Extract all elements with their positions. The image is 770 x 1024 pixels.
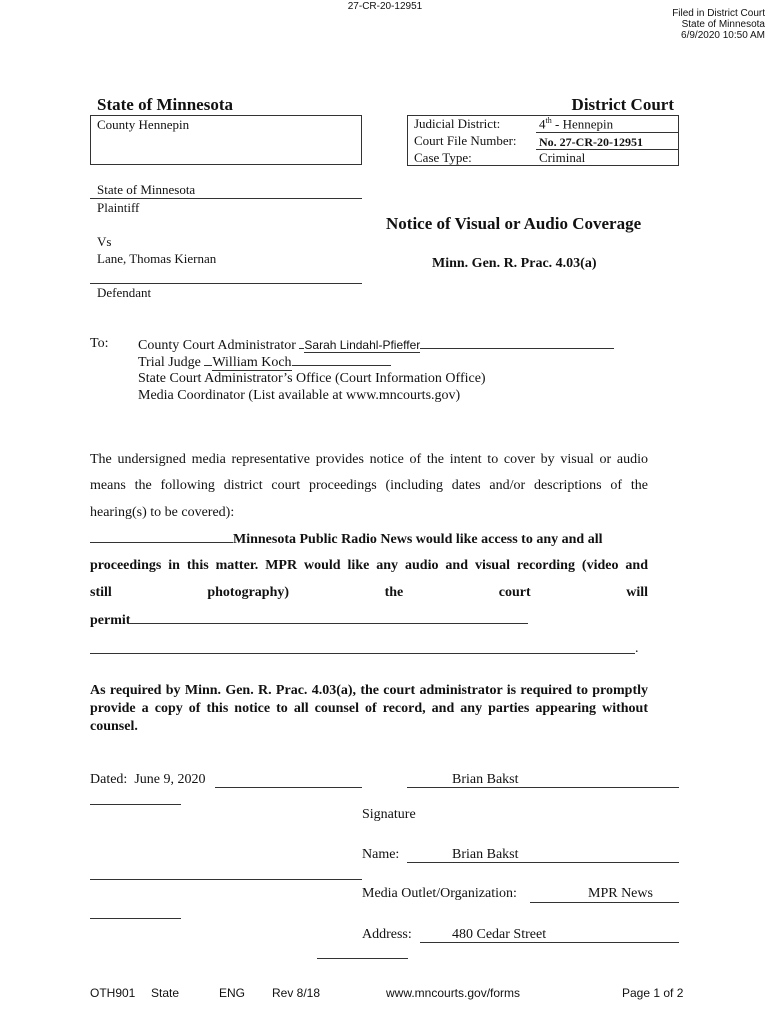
description-word: will [626, 585, 648, 600]
court-admin-line [138, 336, 614, 354]
blank [420, 336, 614, 349]
footer-form-code: OTH901 [90, 986, 136, 1000]
name-label: Name: [362, 847, 400, 862]
blank [292, 353, 391, 366]
court-heading: District Court [571, 95, 674, 114]
signature-label: Signature [362, 807, 416, 822]
address-value: 480 Cedar Street [452, 927, 547, 942]
county-box [90, 115, 362, 165]
case-info-box [407, 115, 679, 166]
county-name: County Hennepin [97, 117, 190, 132]
judicial-district-number: 4 [539, 116, 546, 132]
defendant-label: Defendant [97, 285, 152, 300]
case-type-value: Criminal [539, 150, 586, 165]
trial-judge-name: William Koch [212, 355, 292, 370]
name-rule [407, 862, 679, 863]
description-line [90, 585, 648, 601]
footer-revision: Rev 8/18 [272, 986, 321, 1000]
intro-line: hearing(s) to be covered): [90, 505, 235, 520]
blank-line [317, 958, 408, 959]
blank-line [90, 653, 635, 654]
filed-stamp-line: Filed in District Court [672, 8, 765, 19]
form-title: Notice of Visual or Audio Coverage [386, 214, 642, 233]
administrator-notice: As required by Minn. Gen. R. Prac. 4.03(a), the court administrator is required to promptly provide a copy of this notice to all counsel of record, and any parties appearing without counsel. [90, 683, 648, 734]
outlet-rule [530, 902, 679, 903]
plaintiff-rule [90, 198, 362, 199]
court-admin-name: Sarah Lindahl-Pfieffer [304, 338, 421, 352]
footer-state: State [151, 986, 180, 1000]
description-text: permit [90, 613, 131, 628]
description-period: . [635, 641, 639, 656]
blank-line [90, 879, 362, 880]
footer-language: ENG [219, 986, 246, 1000]
footer-page-number: Page 1 of 2 [622, 986, 684, 1000]
filed-stamp-line: 6/9/2020 10:50 AM [681, 30, 765, 41]
court-admin-label: County Court Administrator [138, 338, 300, 353]
divider [536, 132, 679, 133]
description-line [90, 612, 648, 629]
blank [130, 612, 528, 624]
outlet-value: MPR News [588, 886, 653, 901]
blank-line [90, 804, 181, 805]
blank [90, 531, 233, 543]
blank-line [90, 918, 181, 919]
case-type-label: Case Type: [414, 150, 472, 165]
state-heading: State of Minnesota [97, 95, 233, 114]
file-number-label: Court File Number: [414, 133, 517, 148]
dated-value: June 9, 2020 [134, 772, 206, 787]
dated-rule [215, 787, 362, 788]
footer-forms-link[interactable]: www.mncourts.gov/forms [386, 986, 521, 1000]
description-line [90, 531, 648, 548]
dated-line [90, 772, 206, 788]
defendant-name: Lane, Thomas Kiernan [97, 251, 217, 266]
filed-stamp-line: State of Minnesota [681, 19, 765, 30]
case-number-stamp: 27-CR-20-12951 [347, 1, 423, 12]
signature-value: Brian Bakst [452, 772, 519, 787]
form-rule-reference: Minn. Gen. R. Prac. 4.03(a) [432, 256, 597, 271]
address-label: Address: [362, 927, 412, 942]
description-word: court [498, 585, 531, 600]
name-value: Brian Bakst [452, 847, 519, 862]
signature-rule [407, 787, 679, 788]
defendant-rule [90, 283, 362, 284]
versus-label: Vs [97, 234, 112, 249]
description-text: Minnesota Public Radio News would like access to any and all [233, 532, 603, 547]
to-label: To: [90, 336, 109, 351]
judicial-district-label: Judicial District: [414, 116, 501, 131]
judicial-district-ordinal: th [545, 116, 552, 125]
intro-line: The undersigned media representative provides notice of the intent to cover by visual or audio [90, 452, 648, 467]
trial-judge-line [138, 353, 391, 371]
judicial-district-suffix: - Hennepin [551, 116, 614, 132]
media-coordinator-line: Media Coordinator (List available at www.mncourts.gov) [138, 388, 461, 403]
plaintiff-label: Plaintiff [97, 200, 140, 215]
trial-judge-label: Trial Judge [138, 355, 205, 370]
judicial-district-value [539, 116, 613, 132]
dated-label: Dated: [90, 772, 128, 787]
description-line: proceedings in this matter. MPR would like any audio and visual recording (video and [90, 558, 648, 573]
description-word: the [384, 585, 404, 600]
intro-line: means the following district court proceedings (including dates and/or descriptions of the [90, 478, 648, 493]
description-word: still [90, 585, 112, 600]
filed-stamp [672, 8, 765, 41]
file-number-value: No. 27-CR-20-12951 [539, 135, 643, 149]
state-admin-line: State Court Administrator’s Office (Court Information Office) [138, 371, 486, 386]
description-word: photography) [207, 585, 290, 600]
plaintiff-name: State of Minnesota [97, 182, 196, 197]
outlet-label: Media Outlet/Organization: [362, 886, 517, 901]
